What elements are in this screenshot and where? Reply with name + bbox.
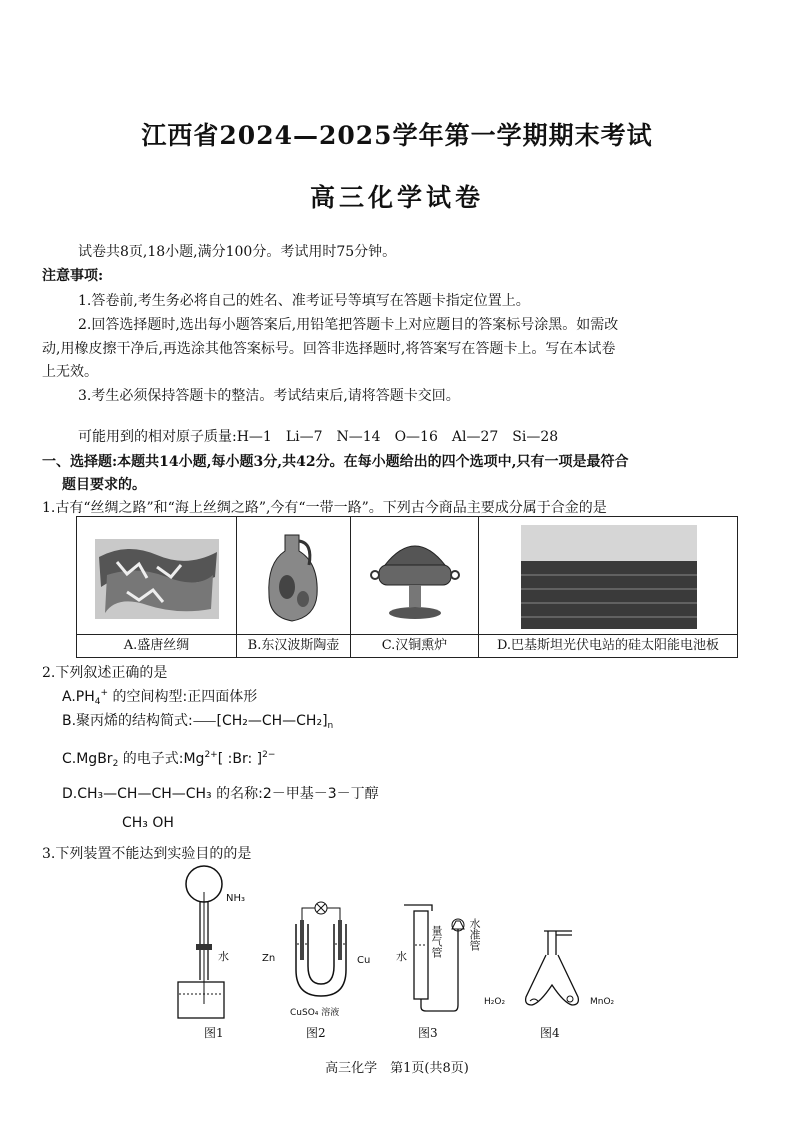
page-footer: 高三化学 第1页(共8页) — [325, 1061, 469, 1076]
q2-option-c: C.MgBr$_2$ 的电子式$:Mg^{2+}$[ :Br: ]$^{2-}$ — [62, 750, 276, 769]
fig2-u-tube-cell — [276, 900, 366, 1000]
fig4-label-h2o2: H₂O₂ — [484, 997, 506, 1007]
q1-option-c: C.汉铜熏炉 — [351, 634, 478, 657]
q1-stem: 1.古有“丝绸之路”和“海上丝绸之路”,今有“一带一路”。下列古今商品主要成分属于合金的是 — [42, 500, 607, 516]
q1-option-d-cell — [479, 517, 737, 657]
q3-stem: 3.下列装置不能达到实验目的的是 — [42, 846, 252, 862]
note-item-2-line-2: 动,用橡皮擦干净后,再选涂其他答案标号。回答非选择题时,将答案写在答题卡上。写在本试卷 — [42, 341, 616, 357]
q2-stem: 2.下列叙述正确的是 — [42, 665, 168, 681]
fig1-fountain-apparatus — [170, 862, 250, 1022]
q2-option-d: D.CH₃—CH—CH—CH₃ 的名称:2－甲基－3－丁醇 — [62, 786, 379, 802]
fig4-caption: 图4 — [540, 1026, 560, 1040]
q1-option-a: A.盛唐丝绸 — [77, 634, 236, 657]
q1-option-c-cell — [351, 517, 479, 657]
fig4-y-tube-apparatus — [512, 925, 592, 1020]
fig2-label-cu: Cu — [357, 955, 371, 966]
atomic-masses: 可能用到的相对原子质量:H—1 Li—7 N—14 O—16 Al—27 Si—28 — [78, 429, 559, 445]
fig2-label-zn: Zn — [262, 953, 276, 964]
fig1-caption: 图1 — [204, 1026, 224, 1040]
q1-image-table — [76, 516, 738, 658]
section-1-line-1: 一、选择题:本题共14小题,每小题3分,共42分。在每小题给出的四个选项中,只有一项是最符合 — [42, 454, 629, 470]
fig3-caption: 图3 — [418, 1026, 438, 1040]
q2-option-d-substituents: CH₃ OH — [122, 815, 174, 831]
exam-title: 江西省2024—2025学年第一学期期末考试 — [141, 121, 653, 150]
notes-heading: 注意事项: — [42, 268, 104, 284]
intro-text: 试卷共8页,18小题,满分100分。考试用时75分钟。 — [78, 244, 397, 260]
q1-option-b: B.东汉波斯陶壶 — [237, 634, 350, 657]
fig3-label-gas-tube: 量气管 — [430, 925, 443, 958]
fig4-label-mno2: MnO₂ — [590, 997, 615, 1007]
note-item-1: 1.答卷前,考生务必将自己的姓名、准考证号等填写在答题卡指定位置上。 — [78, 293, 530, 309]
q2-option-a: $A.PH_4^+$ 的空间构型:正四面体形 — [62, 688, 258, 707]
fig1-label-nh3: NH₃ — [226, 893, 246, 904]
q1-option-b-cell — [237, 517, 351, 657]
fig2-caption: 图2 — [306, 1026, 326, 1040]
fig3-label-level-tube: 水准管 — [468, 918, 481, 951]
paper-subtitle: 高三化学试卷 — [309, 183, 484, 212]
note-item-2-line-3: 上无效。 — [42, 364, 98, 380]
q1-option-d: D.巴基斯坦光伏电站的硅太阳能电池板 — [479, 634, 737, 657]
note-item-3: 3.考生必须保持答题卡的整洁。考试结束后,请将答题卡交回。 — [78, 388, 460, 404]
pottery-jug-image — [237, 517, 350, 635]
fig2-label-cuso4: CuSO₄ 溶液 — [290, 1008, 340, 1018]
q2-option-b: B.聚丙烯的结构简式$:⸺[CH_2—CH—CH_2]_n$ — [62, 713, 334, 731]
bronze-censer-image — [351, 517, 478, 635]
fig1-label-water: 水 — [218, 950, 229, 963]
q1-option-a-cell — [77, 517, 237, 657]
section-1-line-2: 题目要求的。 — [62, 477, 146, 493]
solar-panels-image — [479, 517, 737, 635]
silk-image — [77, 517, 236, 635]
note-item-2-line-1: 2.回答选择题时,选出每小题答案后,用铅笔把答题卡上对应题目的答案标号涂黑。如需改 — [78, 317, 619, 333]
fig3-label-water: 水 — [396, 950, 407, 963]
